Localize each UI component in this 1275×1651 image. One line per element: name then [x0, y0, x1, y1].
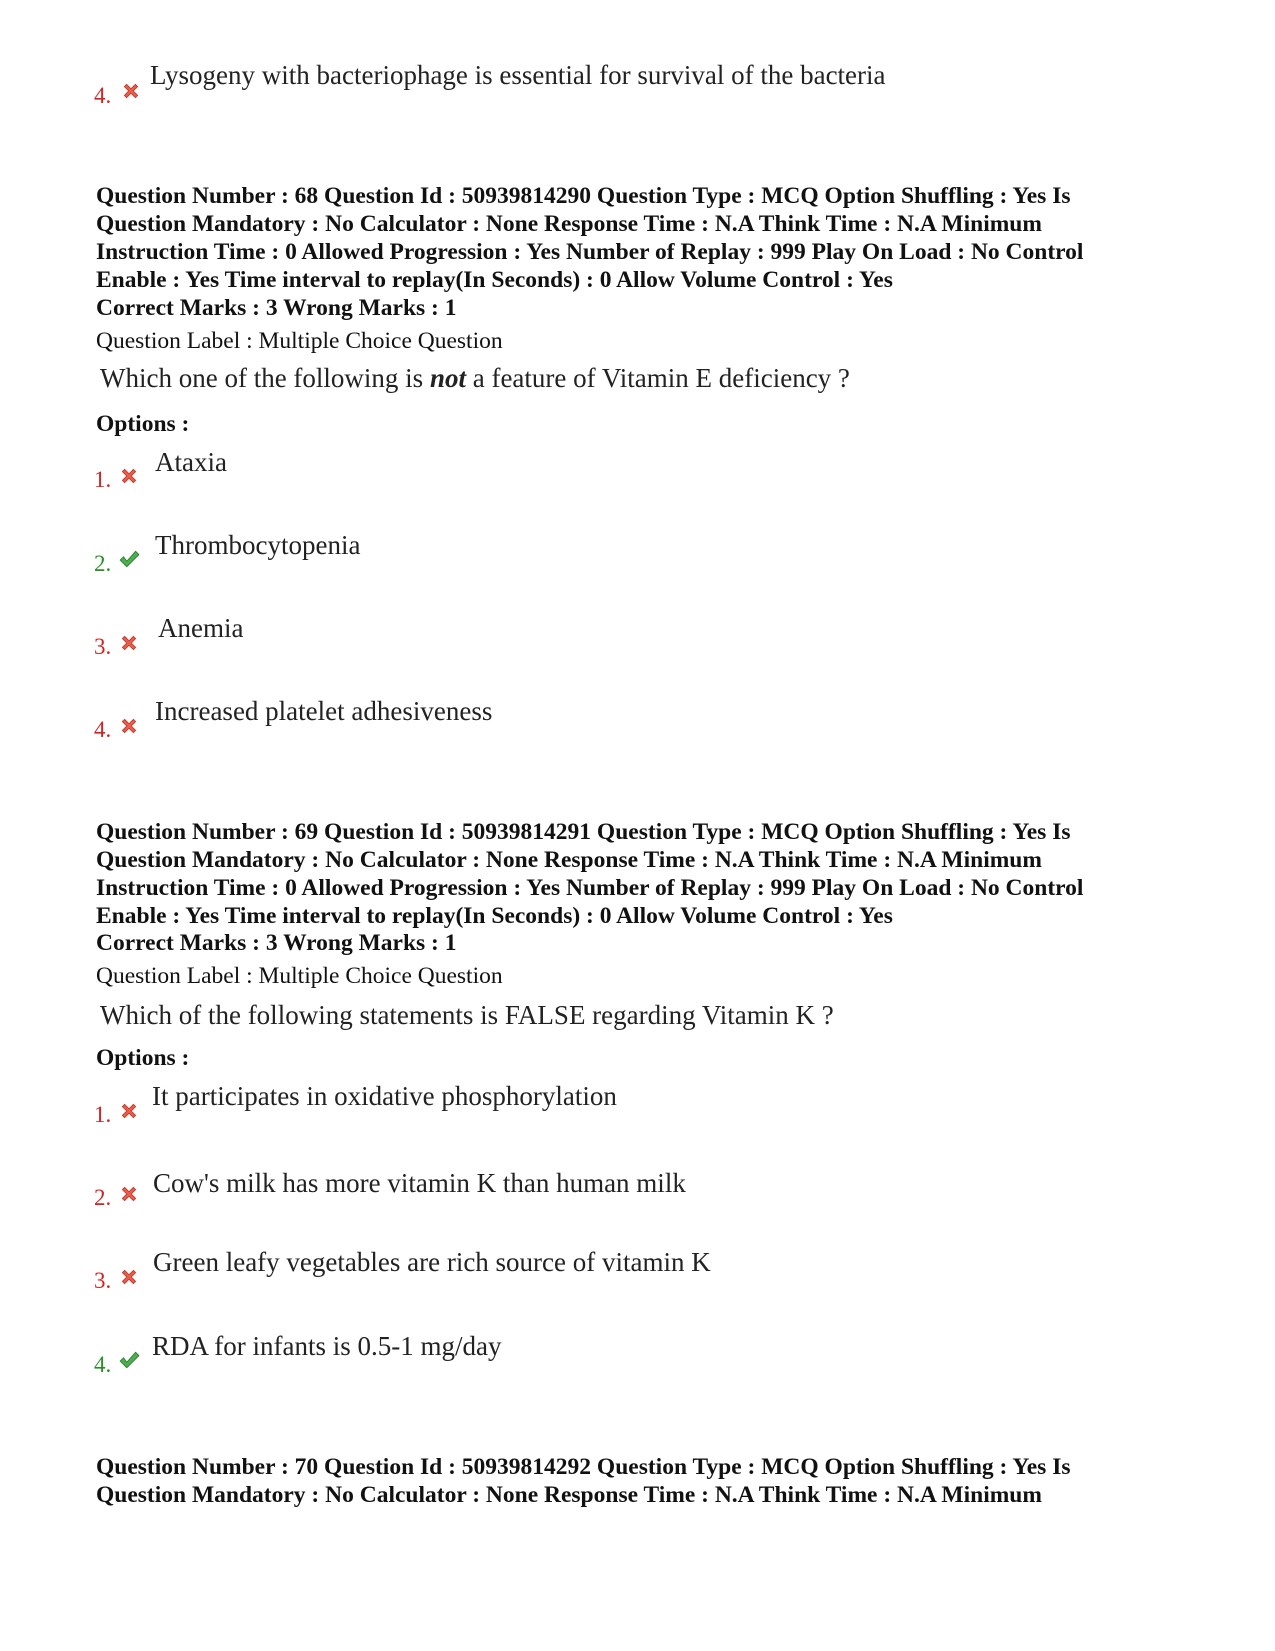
- question-label: Question Label : Multiple Choice Question: [96, 963, 503, 989]
- options-heading: Options :: [96, 1045, 190, 1071]
- metadata-line: Question Mandatory : No Calculator : None Response Time : N.A Think Time : N.A Minimum: [96, 211, 1042, 237]
- wrong-answer-cross-icon: [118, 1183, 140, 1205]
- option-text: Thrombocytopenia: [155, 530, 361, 560]
- question-text: Which of the following statements is FALSE regarding Vitamin K ?: [100, 1000, 834, 1030]
- option-number: 4.: [94, 83, 112, 108]
- question-metadata: [96, 818, 1196, 930]
- option-number: 4.: [94, 717, 112, 742]
- wrong-answer-cross-icon: [118, 1100, 140, 1122]
- option-text: Ataxia: [155, 447, 227, 477]
- option-number: 2.: [94, 1185, 112, 1210]
- option-text: Increased platelet adhesiveness: [155, 696, 493, 726]
- option-text: Anemia: [158, 613, 244, 643]
- option-number: 1.: [94, 1102, 112, 1127]
- metadata-line: Question Mandatory : No Calculator : None Response Time : N.A Think Time : N.A Minimum: [96, 1482, 1042, 1508]
- metadata-line: Instruction Time : 0 Allowed Progression : Yes Number of Replay : 999 Play On Load : No Control: [96, 875, 1084, 901]
- option-text: It participates in oxidative phosphorylation: [152, 1081, 617, 1111]
- correct-answer-check-icon: [118, 548, 140, 570]
- wrong-answer-cross-icon: [118, 465, 140, 487]
- question-text-part: a feature of Vitamin E deficiency ?: [465, 363, 850, 393]
- option-text: RDA for infants is 0.5-1 mg/day: [152, 1331, 502, 1361]
- option-number: 2.: [94, 551, 112, 576]
- marks-info: Correct Marks : 3 Wrong Marks : 1: [96, 295, 457, 321]
- question-text: [100, 363, 850, 394]
- wrong-answer-cross-icon: [118, 1266, 140, 1288]
- metadata-line: Enable : Yes Time interval to replay(In Seconds) : 0 Allow Volume Control : Yes: [96, 267, 893, 293]
- wrong-answer-cross-icon: [118, 715, 140, 737]
- marks-info: Correct Marks : 3 Wrong Marks : 1: [96, 930, 457, 956]
- question-text-part: Which one of the following is: [100, 363, 430, 393]
- option-text: Lysogeny with bacteriophage is essential for survival of the bacteria: [150, 60, 886, 90]
- metadata-line: Enable : Yes Time interval to replay(In Seconds) : 0 Allow Volume Control : Yes: [96, 903, 893, 929]
- question-metadata: [96, 182, 1196, 294]
- metadata-line: Question Mandatory : No Calculator : None Response Time : N.A Think Time : N.A Minimum: [96, 847, 1042, 873]
- option-number: 4.: [94, 1352, 112, 1377]
- question-label: Question Label : Multiple Choice Question: [96, 328, 503, 354]
- option-number: 3.: [94, 634, 112, 659]
- metadata-line: Question Number : 70 Question Id : 50939814292 Question Type : MCQ Option Shuffling : Yes Is: [96, 1454, 1071, 1480]
- option-number: 3.: [94, 1268, 112, 1293]
- wrong-answer-cross-icon: [118, 632, 140, 654]
- metadata-line: Question Number : 68 Question Id : 50939814290 Question Type : MCQ Option Shuffling : Yes Is: [96, 183, 1071, 209]
- wrong-answer-cross-icon: [120, 80, 142, 102]
- question-metadata: [96, 1453, 1196, 1509]
- correct-answer-check-icon: [118, 1349, 140, 1371]
- option-text: Cow's milk has more vitamin K than human milk: [153, 1168, 686, 1198]
- metadata-line: Question Number : 69 Question Id : 50939814291 Question Type : MCQ Option Shuffling : Yes Is: [96, 819, 1071, 845]
- option-number: 1.: [94, 467, 112, 492]
- metadata-line: Instruction Time : 0 Allowed Progression : Yes Number of Replay : 999 Play On Load : No Control: [96, 239, 1084, 265]
- option-text: Green leafy vegetables are rich source of vitamin K: [153, 1247, 711, 1277]
- question-text-emphasis: not: [429, 363, 466, 393]
- options-heading: Options :: [96, 411, 190, 437]
